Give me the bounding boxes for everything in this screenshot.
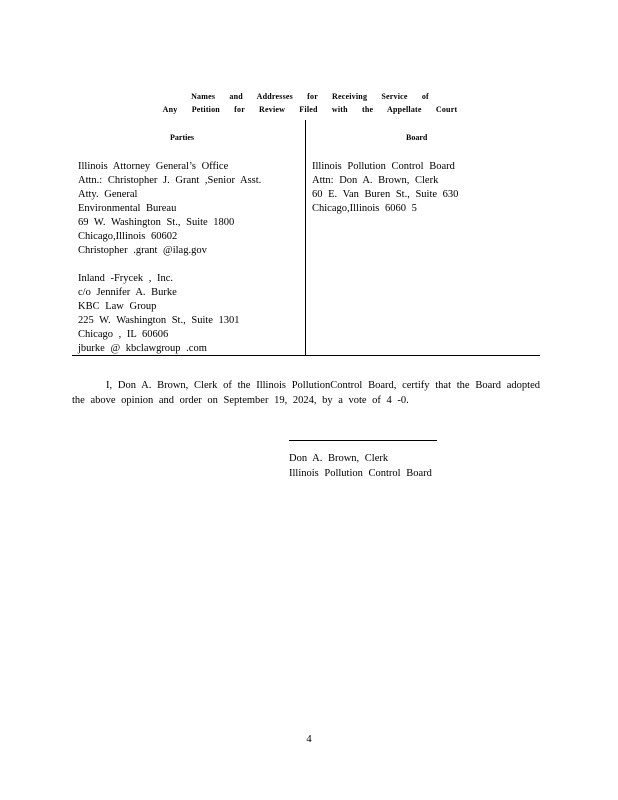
signature-block bbox=[289, 451, 432, 481]
board-column-header: Board bbox=[406, 133, 428, 142]
address-line: 60 E. Van Buren St., Suite 630 bbox=[312, 189, 459, 200]
board-address bbox=[312, 160, 458, 216]
address-line: Illinois Attorney General’s Office bbox=[78, 161, 229, 172]
address-line: KBC Law Group bbox=[78, 301, 157, 312]
heading-line-1: Names and Addresses for Receiving Service of bbox=[191, 92, 429, 101]
address-line: Illinois Pollution Control Board bbox=[312, 161, 455, 172]
address-line: Attn: Don A. Brown, Clerk bbox=[312, 175, 439, 186]
address-line: Environmental Bureau bbox=[78, 203, 177, 214]
address-line: c/o Jennifer A. Burke bbox=[78, 287, 177, 298]
signature-line bbox=[289, 440, 437, 441]
address-line: Chicago,Illinois 60602 bbox=[78, 231, 178, 242]
party-address-attorney-general bbox=[78, 160, 261, 258]
page-number: 4 bbox=[306, 734, 312, 745]
signer-title: Illinois Pollution Control Board bbox=[289, 468, 432, 479]
clerk-certification bbox=[72, 378, 540, 408]
signer-name: Don A. Brown, Clerk bbox=[289, 453, 389, 464]
party-address-inland-frycek bbox=[78, 272, 240, 356]
address-line: Atty. General bbox=[78, 189, 138, 200]
parties-column-header: Parties bbox=[170, 133, 194, 142]
email-address: jburke @ kbclawgroup .com bbox=[78, 343, 207, 354]
address-line: 69 W. Washington St., Suite 1800 bbox=[78, 217, 235, 228]
service-heading bbox=[160, 90, 460, 116]
address-line: Chicago , IL 60606 bbox=[78, 329, 169, 340]
heading-line-2: Any Petition for Review Filed with the Appellate Court bbox=[162, 105, 458, 114]
email-address: Christopher .grant @ilag.gov bbox=[78, 245, 207, 256]
address-line: Chicago,Illinois 6060 5 bbox=[312, 203, 417, 214]
column-divider bbox=[305, 120, 306, 355]
address-line: Inland -Frycek , Inc. bbox=[78, 273, 174, 284]
certification-text: I, Don A. Brown, Clerk of the Illinois PollutionControl Board, certify that the Board adopted the above opinion and order on September 19, 2024, by a vote of 4 -0. bbox=[72, 380, 540, 406]
address-line: 225 W. Washington St., Suite 1301 bbox=[78, 315, 240, 326]
address-line: Attn.: Christopher J. Grant ,Senior Asst. bbox=[78, 175, 262, 186]
